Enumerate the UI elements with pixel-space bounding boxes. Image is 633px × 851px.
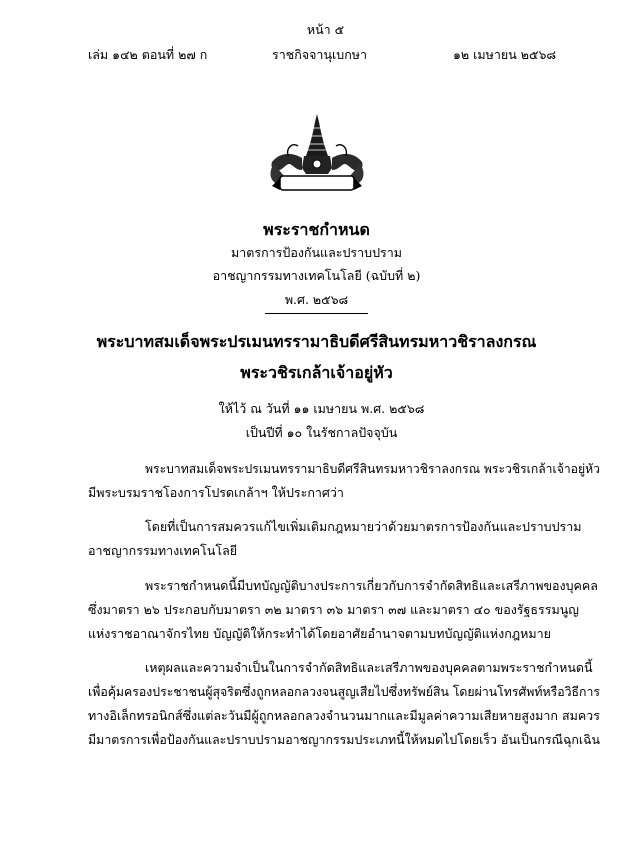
decree-subtitle-line1: มาตรการป้องกันและปราบปราม [231,245,402,260]
gazette-name: ราชกิจจานุเบกษา [272,47,368,62]
given-date: ให้ไว้ ณ วันที่ ๑๑ เมษายน พ.ศ. ๒๕๖๘ [218,401,425,416]
title-divider [265,313,368,314]
paragraph-4-line-4: มีมาตรการเพื่อป้องกันและปราบปรามอาชญากรรมประเภทนี้ให้หมดไปโดยเร็ว อันเป็นกรณีฉุกเฉิน [88,732,600,747]
paragraph-4-line-1: เหตุผลและความจำเป็นในการจำกัดสิทธิและเสรีภาพของบุคคลตามพระราชกำหนดนี้ [145,660,593,675]
paragraph-4-line-2: เพื่อคุ้มครองประชาชนผู้สุจริตซึ่งถูกหลอกลวงจนสูญเสียไปซึ่งทรัพย์สิน โดยผ่านโทรศัพท์หรือวิธีการ [88,684,601,699]
paragraph-4-line-3: ทางอิเล็กทรอนิกส์ซึ่งแต่ละวันมีผู้ถูกหลอกลวงจำนวนมากและมีมูลค่าความเสียหายสูงมาก สมควร [88,708,600,723]
paragraph-2-line-2: อาชญากรรมทางเทคโนโลยี [88,543,238,558]
gazette-date: ๑๒ เมษายน ๒๕๖๘ [453,47,557,62]
paragraph-1-line-1: พระบาทสมเด็จพระปรเมนทรรามาธิบดีศรีสินทรมหาวชิราลงกรณ พระวชิรเกล้าเจ้าอยู่หัว [145,461,601,476]
royal-seal-icon [258,112,376,194]
paragraph-3-line-3: แห่งราชอาณาจักรไทย บัญญัติให้กระทำได้โดยอาศัยอำนาจตามบทบัญญัติแห่งกฎหมาย [88,626,551,641]
paragraph-3-line-2: ซึ่งมาตรา ๒๖ ประกอบกับมาตรา ๓๒ มาตรา ๓๖ มาตรา ๓๗ และมาตรา ๔๐ ของรัฐธรรมนูญ [88,602,579,617]
volume-issue: เล่ม ๑๔๒ ตอนที่ ๒๗ ก [88,47,208,62]
paragraph-1-line-2: มีพระบรมราชโองการโปรดเกล้าฯ ให้ประกาศว่า [88,485,344,500]
decree-title: พระราชกำหนด [263,220,370,239]
paragraph-3-line-1: พระราชกำหนดนี้มีบทบัญญัติบางประการเกี่ยวกับการจำกัดสิทธิและเสรีภาพของบุคคล [145,578,598,593]
decree-year: พ.ศ. ๒๕๖๘ [284,292,349,307]
paragraph-2-line-1: โดยที่เป็นการสมควรแก้ไขเพิ่มเติมกฎหมายว่าด้วยมาตรการป้องกันและปราบปราม [145,519,582,534]
king-name-line2: พระวชิรเกล้าเจ้าอยู่หัว [240,363,393,382]
page-number: หน้า ๕ [306,22,345,37]
king-name-line1: พระบาทสมเด็จพระปรเมนทรรามาธิบดีศรีสินทรมหาวชิราลงกรณ [96,332,537,351]
decree-subtitle-line2: อาชญากรรมทางเทคโนโลยี (ฉบับที่ ๒) [212,268,421,283]
reign-year: เป็นปีที่ ๑๐ ในรัชกาลปัจจุบัน [245,425,398,440]
